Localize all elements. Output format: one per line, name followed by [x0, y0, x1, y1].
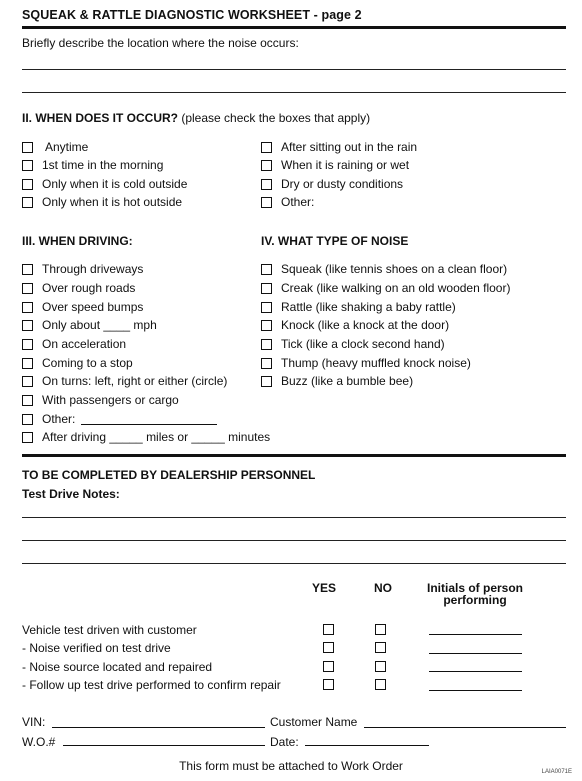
- option-label: Dry or dusty conditions: [281, 177, 404, 191]
- checkbox[interactable]: [22, 320, 33, 331]
- option-label: 1st time in the morning: [42, 158, 164, 172]
- notes-line-1[interactable]: [22, 517, 566, 518]
- driving-option-driveways[interactable]: [22, 262, 143, 276]
- occur-option-wet[interactable]: [261, 158, 409, 172]
- option-label: Buzz (like a bumble bee): [281, 374, 414, 388]
- checkbox[interactable]: [261, 142, 272, 153]
- checkbox[interactable]: [22, 160, 33, 171]
- option-label: When it is raining or wet: [281, 158, 410, 172]
- dealer-section-heading: TO BE COMPLETED BY DEALERSHIP PERSONNEL: [22, 468, 316, 482]
- option-label: Knock (like a knock at the door): [281, 318, 450, 332]
- option-label: Tick (like a clock second hand): [281, 337, 445, 351]
- driving-option-passengers[interactable]: [22, 393, 179, 407]
- column-no: NO: [374, 581, 392, 595]
- noise-option-rattle[interactable]: [261, 300, 456, 314]
- customer-name-label: Customer Name: [270, 715, 358, 729]
- dealer-row-label: - Noise verified on test drive: [22, 641, 171, 655]
- yes-checkbox-follow-up[interactable]: [323, 679, 334, 690]
- option-label: After driving _____ miles or _____ minutes: [42, 430, 271, 444]
- no-checkbox-source-repaired[interactable]: [375, 661, 386, 672]
- occur-option-anytime[interactable]: [22, 140, 88, 154]
- dealer-row-label: - Noise source located and repaired: [22, 660, 213, 674]
- vin-field[interactable]: [52, 727, 265, 728]
- option-label: Only when it is cold outside: [42, 177, 188, 191]
- column-yes: YES: [311, 581, 336, 595]
- date-label: Date:: [270, 735, 299, 749]
- noise-option-thump[interactable]: [261, 356, 471, 370]
- option-label: Coming to a stop: [42, 356, 133, 370]
- driving-option-turns[interactable]: [22, 374, 227, 388]
- option-label: On turns: left, right or either (circle): [42, 374, 228, 388]
- initials-line-source-repaired[interactable]: [429, 671, 522, 672]
- driving-option-rough-roads[interactable]: [22, 281, 135, 295]
- noise-option-creak[interactable]: [261, 281, 510, 295]
- driving-option-mph[interactable]: [22, 318, 157, 332]
- column-initials-line-1: Initials of person: [426, 581, 523, 595]
- option-label: Over speed bumps: [42, 300, 144, 314]
- section-when-driving-heading: III. WHEN DRIVING:: [22, 234, 133, 248]
- initials-line-test-driven[interactable]: [429, 634, 522, 635]
- occur-option-other[interactable]: [261, 195, 314, 209]
- option-label: With passengers or cargo: [42, 393, 179, 407]
- driving-option-other[interactable]: [22, 412, 217, 426]
- work-order-label: W.O.#: [22, 735, 56, 749]
- checkbox[interactable]: [261, 197, 272, 208]
- noise-option-knock[interactable]: [261, 318, 449, 332]
- dealer-row-label: - Follow up test drive performed to confirm repair: [22, 678, 281, 692]
- vin-label: VIN:: [22, 715, 46, 729]
- checkbox[interactable]: [22, 395, 33, 406]
- option-label: Thump (heavy muffled knock noise): [281, 356, 471, 370]
- driving-option-stop[interactable]: [22, 356, 133, 370]
- option-label: Creak (like walking on an old wooden floor): [281, 281, 511, 295]
- form-code: LAIA0071E: [541, 769, 572, 775]
- option-label: Other:: [42, 412, 76, 426]
- section-when-occur-heading: [22, 111, 370, 125]
- checkbox[interactable]: [261, 339, 272, 350]
- checkbox[interactable]: [261, 376, 272, 387]
- section-noise-type-heading: IV. WHAT TYPE OF NOISE: [261, 234, 409, 248]
- checkbox[interactable]: [22, 358, 33, 369]
- checkbox[interactable]: [22, 283, 33, 294]
- checkbox[interactable]: [261, 320, 272, 331]
- noise-option-buzz[interactable]: [261, 374, 413, 388]
- footer-note: This form must be attached to Work Order: [179, 759, 403, 773]
- work-order-field[interactable]: [63, 745, 265, 746]
- option-label: Only about ____ mph: [42, 318, 157, 332]
- section-when-occur-note: (please check the boxes that apply): [181, 111, 371, 125]
- initials-line-noise-verified[interactable]: [429, 653, 522, 654]
- occur-option-dry[interactable]: [261, 177, 403, 191]
- test-drive-notes-label: Test Drive Notes:: [22, 487, 120, 501]
- no-checkbox-test-driven[interactable]: [375, 624, 386, 635]
- checkbox[interactable]: [22, 376, 33, 387]
- checkbox[interactable]: [22, 302, 33, 313]
- noise-option-squeak[interactable]: [261, 262, 507, 276]
- notes-line-2[interactable]: [22, 540, 566, 541]
- checkbox[interactable]: [261, 179, 272, 190]
- occur-option-morning[interactable]: [22, 158, 163, 172]
- checkbox[interactable]: [22, 414, 33, 425]
- title-rule: [22, 26, 566, 29]
- checkbox[interactable]: [22, 339, 33, 350]
- no-checkbox-follow-up[interactable]: [375, 679, 386, 690]
- option-label: Only when it is hot outside: [42, 195, 183, 209]
- option-label: After sitting out in the rain: [281, 140, 418, 154]
- section-when-occur-title: II. WHEN DOES IT OCCUR?: [22, 111, 178, 125]
- column-initials: [410, 582, 540, 606]
- worksheet-title: SQUEAK & RATTLE DIAGNOSTIC WORKSHEET - page 2: [22, 8, 362, 22]
- no-checkbox-noise-verified[interactable]: [375, 642, 386, 653]
- option-label: Over rough roads: [42, 281, 136, 295]
- occur-option-cold[interactable]: [22, 177, 187, 191]
- driving-option-speed-bumps[interactable]: [22, 300, 143, 314]
- yes-checkbox-test-driven[interactable]: [323, 624, 334, 635]
- notes-line-3[interactable]: [22, 563, 566, 564]
- initials-line-follow-up[interactable]: [429, 690, 522, 691]
- driving-option-acceleration[interactable]: [22, 337, 126, 351]
- yes-checkbox-source-repaired[interactable]: [323, 661, 334, 672]
- column-initials-line-2: performing: [443, 593, 507, 607]
- option-label: Anytime: [45, 140, 89, 154]
- option-label: Rattle (like shaking a baby rattle): [281, 300, 456, 314]
- option-label: Squeak (like tennis shoes on a clean floor): [281, 262, 508, 276]
- checkbox[interactable]: [261, 160, 272, 171]
- dealer-row-label: Vehicle test driven with customer: [22, 623, 197, 637]
- option-label: Through driveways: [42, 262, 144, 276]
- option-label: On acceleration: [42, 337, 127, 351]
- occur-option-hot[interactable]: [22, 195, 182, 209]
- checkbox[interactable]: [261, 358, 272, 369]
- option-label: Other:: [281, 195, 315, 209]
- checkbox[interactable]: [22, 142, 33, 153]
- occur-option-rain[interactable]: [261, 140, 417, 154]
- other-blank[interactable]: [81, 413, 217, 425]
- location-line-2[interactable]: [22, 92, 566, 93]
- driving-option-after-driving[interactable]: [22, 430, 270, 444]
- checkbox[interactable]: [22, 264, 33, 275]
- dealer-section-rule: [22, 454, 566, 457]
- checkbox[interactable]: [261, 283, 272, 294]
- customer-name-field[interactable]: [364, 727, 566, 728]
- checkbox[interactable]: [261, 302, 272, 313]
- checkbox[interactable]: [22, 432, 33, 443]
- location-line-1[interactable]: [22, 69, 566, 70]
- checkbox[interactable]: [22, 197, 33, 208]
- location-prompt: Briefly describe the location where the noise occurs:: [22, 36, 299, 50]
- checkbox[interactable]: [261, 264, 272, 275]
- checkbox[interactable]: [22, 179, 33, 190]
- noise-option-tick[interactable]: [261, 337, 445, 351]
- yes-checkbox-noise-verified[interactable]: [323, 642, 334, 653]
- date-field[interactable]: [305, 745, 429, 746]
